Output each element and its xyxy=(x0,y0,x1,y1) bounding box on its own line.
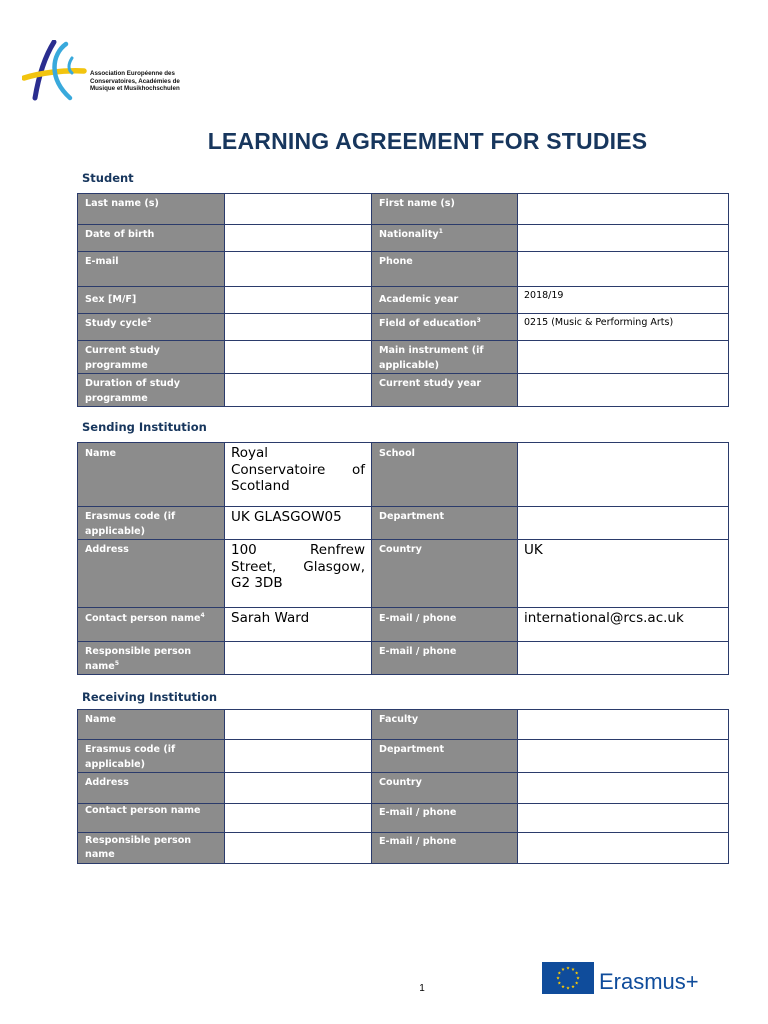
section-heading-receiving-institution: Receiving Institution xyxy=(82,690,218,704)
table-row xyxy=(78,833,729,864)
erasmus-plus-wordmark: Erasmus+ xyxy=(599,969,699,994)
field-receiving-erasmus-code[interactable] xyxy=(225,740,372,773)
table-row xyxy=(78,287,729,314)
label-sending-contact-email-phone: E-mail / phone xyxy=(372,608,518,642)
field-receiving-department[interactable] xyxy=(518,740,729,773)
table-row xyxy=(78,252,729,287)
label-duration-of-study-programme: Duration of study programme xyxy=(78,374,225,407)
label-first-name: First name (s) xyxy=(372,194,518,225)
field-current-study-year[interactable] xyxy=(518,374,729,407)
field-first-name[interactable] xyxy=(518,194,729,225)
field-sending-address[interactable]: 100 Renfrew Street, Glasgow, G2 3DB xyxy=(225,540,372,608)
field-current-study-programme[interactable] xyxy=(225,341,372,374)
student-table xyxy=(77,193,729,407)
label-study-cycle: Study cycle$^2$ xyxy=(78,314,225,341)
erasmus-plus-logo xyxy=(542,962,732,998)
footnote-marker: 5 xyxy=(114,659,119,667)
table-row xyxy=(78,443,729,507)
field-receiving-responsible-person[interactable] xyxy=(225,833,372,864)
field-phone[interactable] xyxy=(518,252,729,287)
field-receiving-country[interactable] xyxy=(518,773,729,804)
field-field-of-education[interactable]: 0215 (Music & Performing Arts) xyxy=(518,314,729,341)
label-nationality: Nationality$^1$ xyxy=(372,225,518,252)
eu-star-icon xyxy=(558,971,561,974)
eu-star-icon xyxy=(558,981,561,984)
eu-star-icon xyxy=(575,981,578,984)
footnote-marker: 1 xyxy=(438,227,443,235)
eu-star-icon xyxy=(576,976,579,979)
field-date-of-birth[interactable] xyxy=(225,225,372,252)
label-email: E-mail xyxy=(78,252,225,287)
table-row xyxy=(78,341,729,374)
label-sending-responsible-person: Responsible person name$^5$ xyxy=(78,642,225,675)
table-row xyxy=(78,314,729,341)
eu-flag-icon xyxy=(542,962,594,994)
eu-star-icon xyxy=(561,985,564,988)
table-row xyxy=(78,540,729,608)
footnote-marker: 4 xyxy=(200,611,205,619)
table-row xyxy=(78,374,729,407)
sending-institution-table xyxy=(77,442,729,675)
label-sending-address: Address xyxy=(78,540,225,608)
table-row xyxy=(78,773,729,804)
label-current-study-programme: Current study programme xyxy=(78,341,225,374)
label-sending-responsible-email-phone: E-mail / phone xyxy=(372,642,518,675)
section-heading-sending-institution: Sending Institution xyxy=(82,420,207,434)
receiving-institution-table xyxy=(77,709,729,864)
label-last-name: Last name (s) xyxy=(78,194,225,225)
eu-star-icon xyxy=(575,971,578,974)
field-receiving-name[interactable] xyxy=(225,710,372,740)
footnote-marker: 3 xyxy=(476,316,481,324)
field-academic-year[interactable]: 2018/19 xyxy=(518,287,729,314)
field-sending-responsible-email-phone[interactable] xyxy=(518,642,729,675)
label-receiving-department: Department xyxy=(372,740,518,773)
field-receiving-responsible-email-phone[interactable] xyxy=(518,833,729,864)
field-receiving-contact-person[interactable] xyxy=(225,804,372,833)
label-receiving-address: Address xyxy=(78,773,225,804)
label-receiving-name: Name xyxy=(78,710,225,740)
field-receiving-contact-email-phone[interactable] xyxy=(518,804,729,833)
label-sending-department: Department xyxy=(372,507,518,540)
field-sending-responsible-person[interactable] xyxy=(225,642,372,675)
field-duration-of-study-programme[interactable] xyxy=(225,374,372,407)
label-sending-country: Country xyxy=(372,540,518,608)
label-receiving-erasmus-code: Erasmus code (if applicable) xyxy=(78,740,225,773)
label-sending-name: Name xyxy=(78,443,225,507)
aec-logo-text: Association Européenne des Conservatoires, Académies de Musique et Musikhochschulen xyxy=(90,70,180,93)
eu-star-icon xyxy=(566,986,569,989)
table-row xyxy=(78,194,729,225)
field-school[interactable] xyxy=(518,443,729,507)
table-row xyxy=(78,225,729,252)
field-study-cycle[interactable] xyxy=(225,314,372,341)
field-email[interactable] xyxy=(225,252,372,287)
field-sex[interactable] xyxy=(225,287,372,314)
field-sending-contact-person[interactable]: Sarah Ward xyxy=(225,608,372,642)
label-sending-contact-person: Contact person name$^4$ xyxy=(78,608,225,642)
section-heading-student: Student xyxy=(82,171,134,185)
field-sending-department[interactable] xyxy=(518,507,729,540)
page-number: 1 xyxy=(419,983,425,994)
table-row xyxy=(78,608,729,642)
field-sending-contact-email-phone[interactable]: international@rcs.ac.uk xyxy=(518,608,729,642)
eu-star-icon xyxy=(571,985,574,988)
label-receiving-responsible-email-phone: E-mail / phone xyxy=(372,833,518,864)
field-receiving-address[interactable] xyxy=(225,773,372,804)
field-main-instrument[interactable] xyxy=(518,341,729,374)
label-receiving-responsible-person: Responsible person name xyxy=(78,833,225,864)
eu-star-icon xyxy=(566,966,569,969)
page-title: LEARNING AGREEMENT FOR STUDIES xyxy=(207,128,648,154)
field-faculty[interactable] xyxy=(518,710,729,740)
label-field-of-education: Field of education$^3$ xyxy=(372,314,518,341)
label-school: School xyxy=(372,443,518,507)
label-faculty: Faculty xyxy=(372,710,518,740)
label-current-study-year: Current study year xyxy=(372,374,518,407)
label-sex: Sex [M/F] xyxy=(78,287,225,314)
field-sending-country[interactable]: UK xyxy=(518,540,729,608)
label-receiving-contact-email-phone: E-mail / phone xyxy=(372,804,518,833)
label-phone: Phone xyxy=(372,252,518,287)
table-row xyxy=(78,642,729,675)
table-row xyxy=(78,507,729,540)
aec-logo-mark xyxy=(22,40,92,102)
label-academic-year: Academic year xyxy=(372,287,518,314)
field-nationality[interactable] xyxy=(518,225,729,252)
table-row xyxy=(78,710,729,740)
field-sending-name[interactable]: Royal Conservatoire of Scotland xyxy=(225,443,372,507)
label-sending-erasmus-code: Erasmus code (if applicable) xyxy=(78,507,225,540)
label-receiving-contact-person: Contact person name xyxy=(78,804,225,833)
label-main-instrument: Main instrument (if applicable) xyxy=(372,341,518,374)
field-sending-erasmus-code[interactable]: UK GLASGOW05 xyxy=(225,507,372,540)
eu-star-icon xyxy=(571,968,574,971)
field-last-name[interactable] xyxy=(225,194,372,225)
eu-star-icon xyxy=(556,976,559,979)
aec-logo xyxy=(22,40,192,102)
table-row xyxy=(78,740,729,773)
label-receiving-country: Country xyxy=(372,773,518,804)
table-row xyxy=(78,804,729,833)
eu-star-icon xyxy=(561,968,564,971)
footnote-marker: 2 xyxy=(147,316,152,324)
label-date-of-birth: Date of birth xyxy=(78,225,225,252)
